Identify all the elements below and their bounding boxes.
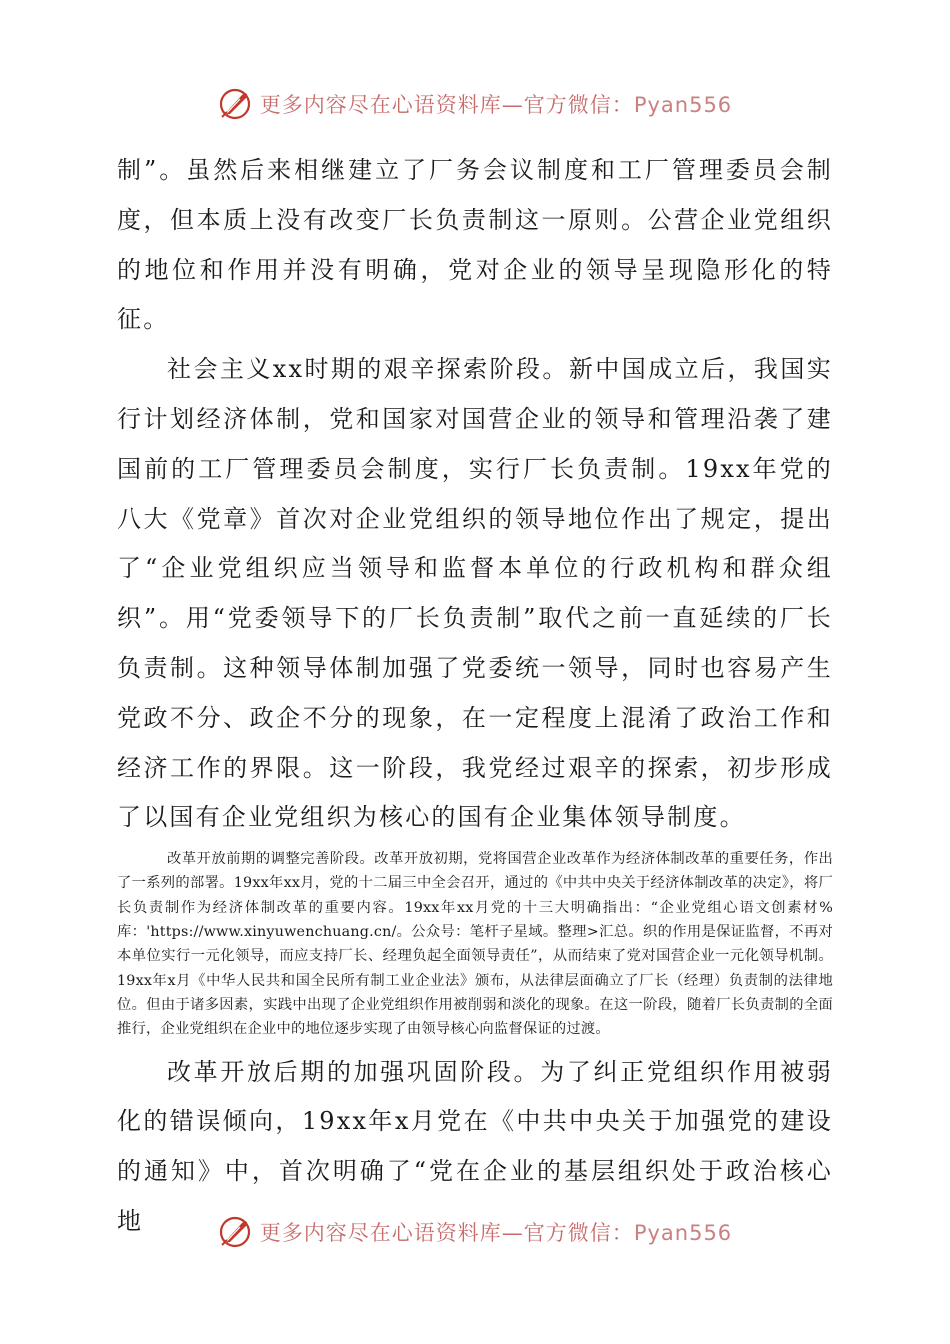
banner-wechat-id: Pyan556	[633, 93, 733, 117]
paragraph-3: 改革开放前期的调整完善阶段。改革开放初期，党将国营企业改革作为经济体制改革的重要任务，作出了一系列的部署。19xx年xx月，党的十二届三中全会召开，通过的《中共中央关于经济体制改革的决定》，将厂长负责制作为经济体制改革的重要内容。19xx年xx月党的十三大明确指出：“企业党组心语文创素材%库：'https://www.xinyuwenchuang.cn/。公众号：笔杆子星域。整理>汇总。织的作用是保证监督，不再对本单位实行一元化领导，而应支持厂长、经理负起全面领导责任”，从而结束了党对国营企业一元化领导机制。19xx年x月《中华人民共和国全民所有制工业企业法》颁布，从法律层面确立了厂长（经理）负责制的法律地位。但由于诸多因素，实践中出现了企业党组织作用被削弱和淡化的现象。在这一阶段，随着厂长负责制的全面推行，企业党组织在企业中的地位逐步实现了由领导核心向监督保证的过渡。	[117, 851, 833, 1038]
paragraph-1: 制”。虽然后来相继建立了厂务会议制度和工厂管理委员会制度，但本质上没有改变厂长负责制这一原则。公营企业党组织的地位和作用并没有明确，党对企业的领导呈现隐形化的特征。	[117, 156, 833, 334]
banner-wechat-id: Pyan556	[633, 1221, 733, 1245]
footer-banner	[0, 1212, 950, 1252]
quill-logo-icon	[218, 1215, 252, 1249]
header-banner	[0, 84, 950, 124]
banner-text	[260, 1217, 732, 1247]
paragraph-2: 社会主义xx时期的艰辛探索阶段。新中国成立后，我国实行计划经济体制，党和国家对国营企业的领导和管理沿袭了建国前的工厂管理委员会制度，实行厂长负责制。19xx年党的八大《党章》首次对企业党组织的领导地位作出了规定，提出了“企业党组织应当领导和监督本单位的行政机构和群众组织”。用“党委领导下的厂长负责制”取代之前一直延续的厂长负责制。这种领导体制加强了党委统一领导，同时也容易产生党政不分、政企不分的现象，在一定程度上混淆了政治工作和经济工作的界限。这一阶段，我党经过艰辛的探索，初步形成了以国有企业党组织为核心的国有企业集体领导制度。	[117, 355, 833, 832]
document-body	[117, 146, 833, 1247]
banner-slogan: 更多内容尽在心语资料库—官方微信：	[259, 1221, 634, 1245]
quill-logo-icon	[218, 87, 252, 121]
paragraph-4: 改革开放后期的加强巩固阶段。为了纠正党组织作用被弱化的错误倾向，19xx年x月党在《中共中央关于加强党的建设的通知》中，首次明确了“党在企业的基层组织处于政治核心地	[117, 1057, 833, 1235]
banner-text	[260, 89, 732, 119]
banner-slogan: 更多内容尽在心语资料库—官方微信：	[259, 93, 634, 117]
